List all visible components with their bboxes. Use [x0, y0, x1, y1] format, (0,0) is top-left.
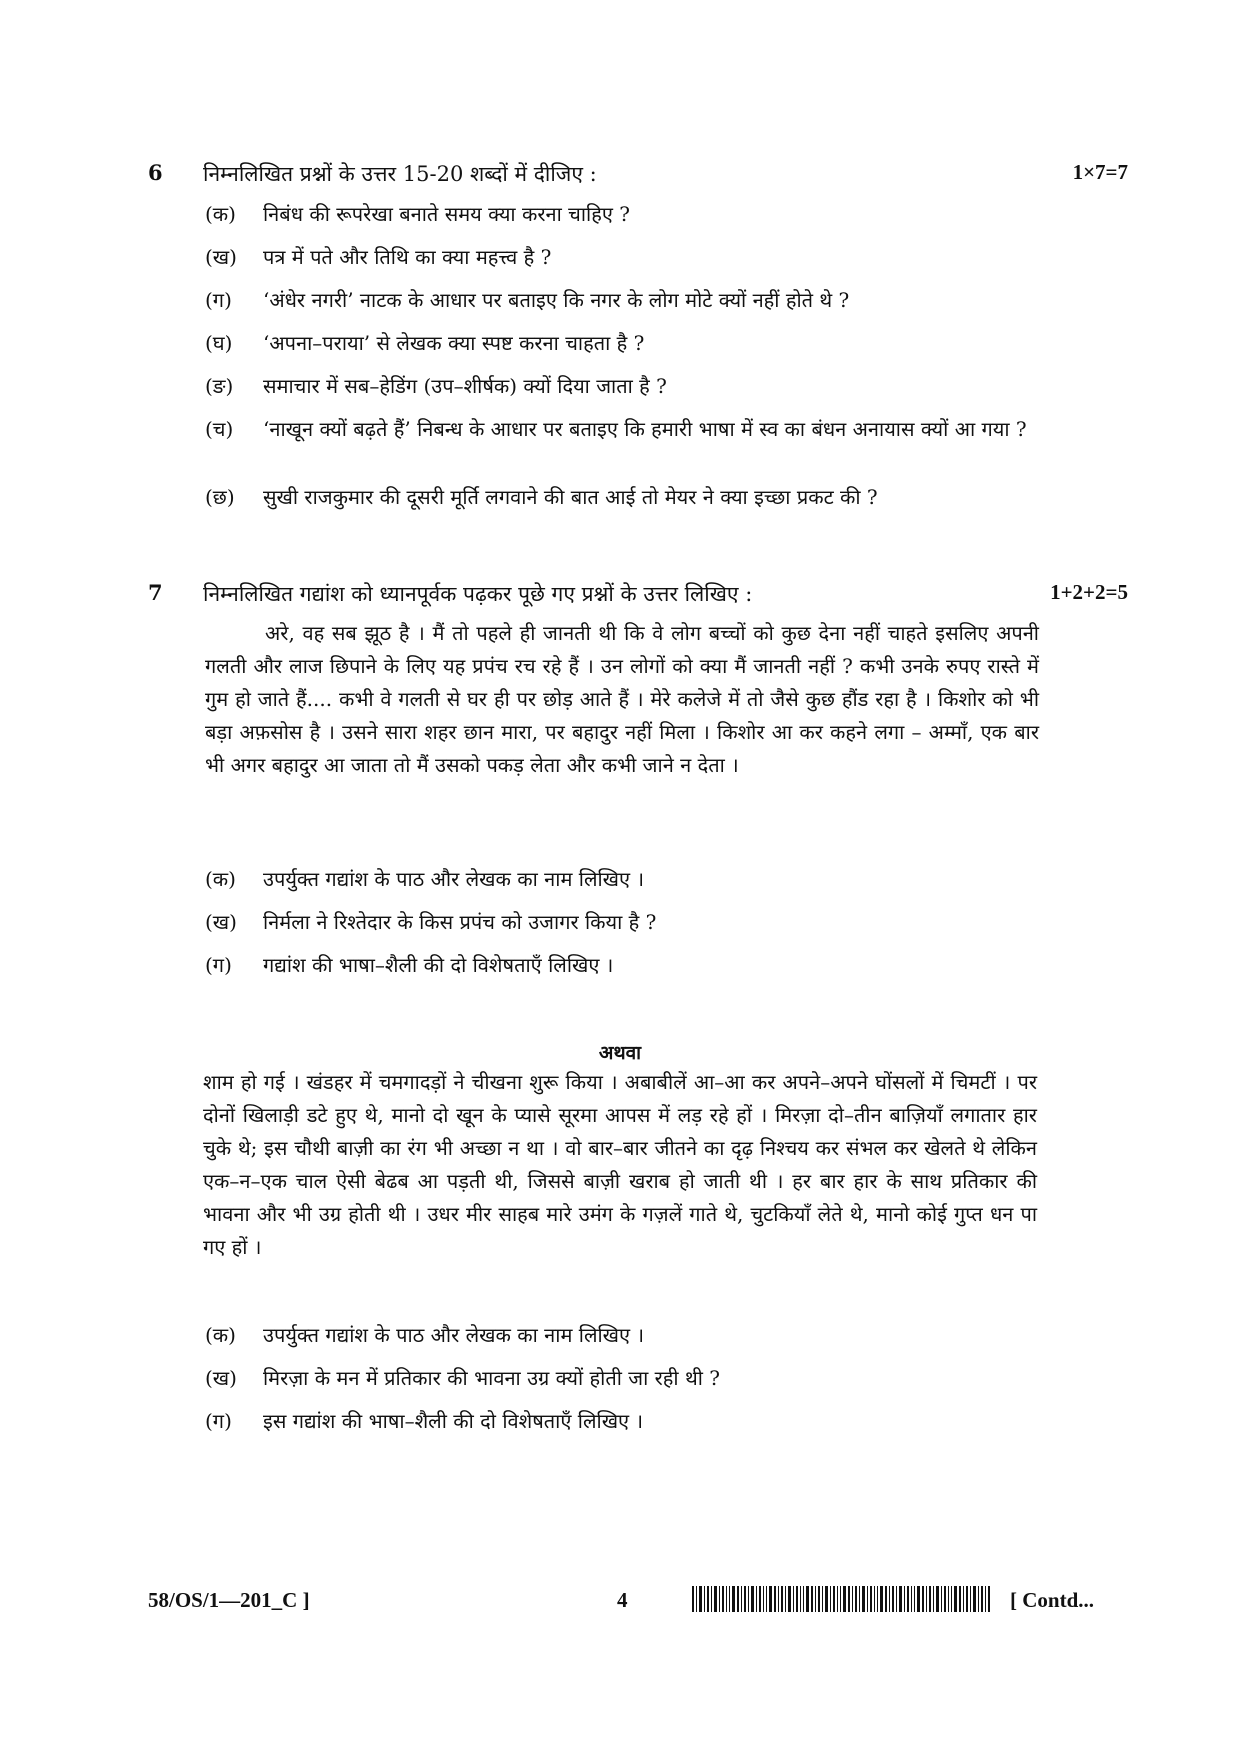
- question-instruction: निम्नलिखित गद्यांश को ध्यानपूर्वक पढ़कर पूछे गए प्रश्नों के उत्तर लिखिए :: [203, 582, 753, 606]
- question-marks: 1×7=7: [1072, 160, 1128, 184]
- question-number: 7: [148, 580, 163, 605]
- passage-2: शाम हो गई । खंडहर में चमगादड़ों ने चीखना शुरू किया । अबाबीलें आ–आ कर अपने–अपने घोंसलों में चिमटीं । पर दोनों खिलाड़ी डटे हुए थे, मानो दो खून के प्यासे सूरमा आपस में लड़ रहे हों । मिरज़ा दो–तीन बाज़ियाँ लगातार हार चुके थे; इस चौथी बाज़ी का रंग भी अच्छा न था । वो बार–बार जीतने का दृढ़ निश्चय कर संभल कर खेलते थे लेकिन एक–न–एक चाल ऐसी बेढब आ पड़ती थी, जिससे बाज़ी खराब हो जाती थी । हर बार हार के साथ प्रतिकार की भावना और भी उग्र होती थी । उधर मीर साहब मारे उमंग के गज़लें गाते थे, चुटकियाँ लेते थे, मानो कोई गुप्त धन पा गए हों ।: [203, 1070, 1037, 1259]
- or-heading: अथवा: [598, 1042, 642, 1064]
- question-marks: 1+2+2=5: [1050, 580, 1128, 604]
- barcode-icon: [692, 1586, 992, 1612]
- question-instruction: निम्नलिखित प्रश्नों के उत्तर 15-20 शब्दों में दीजिए :: [203, 162, 597, 186]
- paper-code: 58/OS/1—201_C ]: [148, 1588, 310, 1612]
- passage-1: अरे, वह सब झूठ है । मैं तो पहले ही जानती थी कि वे लोग बच्चों को कुछ देना नहीं चाहते इसलिए अपनी गलती और लाज छिपाने के लिए यह प्रपंच रच रहे हैं । उन लोगों को क्या मैं जानती नहीं ? कभी उनके रुपए रास्ते में गुम हो जाते हैं.... कभी वे गलती से घर ही पर छोड़ आते हैं । मेरे कलेजे में तो जैसे कुछ हौंड रहा है । किशोर को भी बड़ा अफ़सोस है । उसने सारा शहर छान मारा, पर बहादुर नहीं मिला । किशोर आ कर कहने लगा – अम्माँ, एक बार भी अगर बहादुर आ जाता तो मैं उसको पकड़ लेता और कभी जाने न देता ।: [205, 621, 1039, 777]
- continued-label: [ Contd...: [1010, 1588, 1095, 1612]
- page-number: 4: [617, 1588, 628, 1612]
- question-number: 6: [148, 160, 163, 185]
